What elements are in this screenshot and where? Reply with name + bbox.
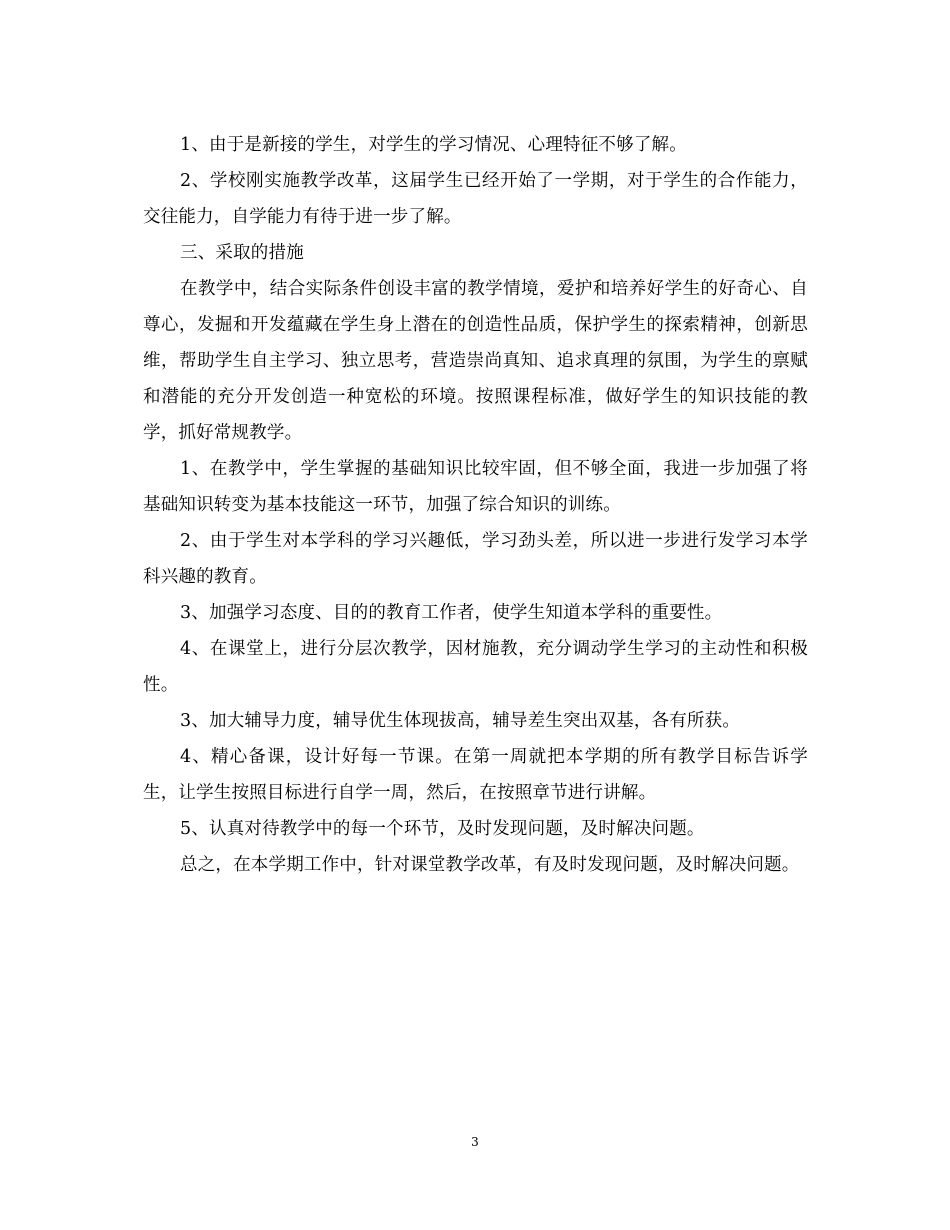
paragraph: 3、加强学习态度、目的的教育工作者，使学生知道本学科的重要性。	[180, 603, 723, 623]
paragraph: 5、认真对待教学中的每一个环节，及时发现问题，及时解决问题。	[180, 819, 705, 839]
paragraph: 1、在教学中，学生掌握的基础知识比较牢固，但不够全面，我进一步加强了将基础知识转变为基本技能这一环节，加强了综合知识的训练。	[143, 459, 808, 515]
paragraph: 4、在课堂上，进行分层次教学，因材施教，充分调动学生学习的主动性和积极性。	[143, 639, 808, 695]
paragraph: 4、精心备课，设计好每一节课。在第一周就把本学期的所有教学目标告诉学生，让学生按照目标进行自学一周，然后，在按照章节进行讲解。	[143, 747, 808, 803]
paragraph: 3、加大辅导力度，辅导优生体现拔高，辅导差生突出双基，各有所获。	[180, 711, 741, 731]
paragraph: 总之，在本学期工作中，针对课堂教学改革，有及时发现问题，及时解决问题。	[180, 855, 800, 875]
page-number: 3	[471, 1135, 479, 1149]
document-body	[143, 127, 808, 883]
section-heading: 三、采取的措施	[180, 243, 304, 263]
paragraph: 1、由于是新接的学生，对学生的学习情况、心理特征不够了解。	[180, 135, 687, 155]
paragraph: 在教学中，结合实际条件创设丰富的教学情境，爱护和培养好学生的好奇心、自尊心，发掘和开发蕴藏在学生身上潜在的创造性品质，保护学生的探索精神，创新思维，帮助学生自主学习、独立思考，营造崇尚真知、追求真理的氛围，为学生的禀赋和潜能的充分开发创造一种宽松的环境。按照课程标准，做好学生的知识技能的教学，抓好常规教学。	[143, 279, 808, 443]
paragraph: 2、由于学生对本学科的学习兴趣低，学习劲头差，所以进一步进行发学习本学科兴趣的教育。	[143, 531, 808, 587]
paragraph: 2、学校刚实施教学改革，这届学生已经开始了一学期，对于学生的合作能力，交往能力，自学能力有待于进一步了解。	[143, 171, 808, 227]
